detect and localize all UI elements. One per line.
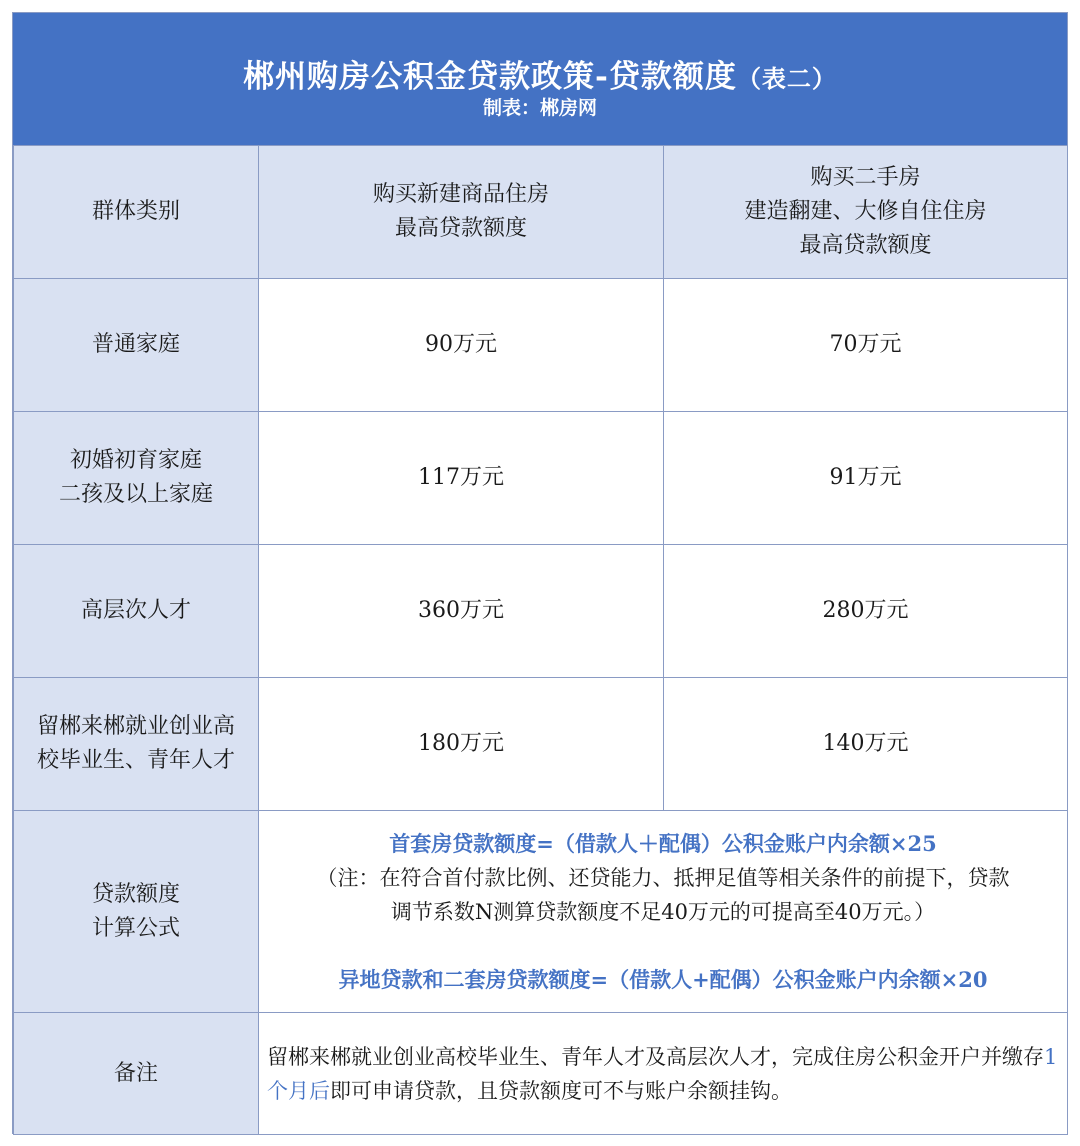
formula-label: 计算公式 <box>91 915 180 941</box>
remark-label: 备注 <box>14 1013 259 1135</box>
second-hand-limit: 70万元 <box>664 279 1068 412</box>
category-cell <box>14 279 259 412</box>
formula-cell <box>259 811 1068 1013</box>
category-cell <box>14 545 259 678</box>
new-home-limit: 180万元 <box>259 678 664 811</box>
header-second-hand-line: 购买二手房 <box>810 165 921 190</box>
table-row <box>14 678 1068 811</box>
category-label: 高层次人才 <box>80 598 191 623</box>
remark-row <box>14 1013 1068 1135</box>
header-new-home-line: 最高贷款额度 <box>394 216 527 241</box>
header-second-hand <box>664 146 1068 279</box>
formula-label-cell <box>14 811 259 1013</box>
category-label: 留郴来郴就业创业高 <box>36 714 235 739</box>
header-group-category: 群体类别 <box>14 146 259 279</box>
new-home-limit: 360万元 <box>259 545 664 678</box>
header-second-hand-line: 建造翻建、大修自住住房 <box>744 199 987 224</box>
category-label: 校毕业生、青年人才 <box>36 748 235 773</box>
formula-label: 贷款额度 <box>91 881 180 907</box>
formula-spacer <box>263 929 1063 963</box>
category-label: 初婚初育家庭 <box>69 448 202 473</box>
other-loan-formula: 异地贷款和二套房贷款额度=（借款人+配偶）公积金账户内余额×20 <box>338 966 988 992</box>
title-suffix: （表二） <box>736 64 837 93</box>
page-title <box>13 51 1067 96</box>
new-home-limit: 90万元 <box>259 279 664 412</box>
category-cell <box>14 678 259 811</box>
second-hand-limit: 140万元 <box>664 678 1068 811</box>
policy-table-container <box>12 12 1068 1134</box>
table-source: 制表：郴房网 <box>482 97 597 119</box>
formula-row <box>14 811 1068 1013</box>
title-banner <box>13 13 1067 145</box>
remark-text <box>259 1013 1068 1135</box>
title-text: 郴州购房公积金贷款政策-贷款额度 <box>243 59 737 95</box>
new-home-limit: 117万元 <box>259 412 664 545</box>
category-label: 二孩及以上家庭 <box>58 482 213 507</box>
loan-limit-table <box>13 145 1068 1135</box>
table-header-row <box>14 146 1068 279</box>
category-label: 普通家庭 <box>91 332 180 357</box>
remark-text-part: 留郴来郴就业创业高校毕业生、青年人才及高层次人才，完成住房公积金开户并缴存 <box>267 1044 1044 1069</box>
formula-note: 调节系数N测算贷款额度不足40万元的可提高至40万元。） <box>390 899 936 924</box>
first-home-formula: 首套房贷款额度=（借款人＋配偶）公积金账户内余额×25 <box>389 830 937 856</box>
remark-text-part: 即可申请贷款，且贷款额度可不与账户余额挂钩。 <box>330 1078 792 1103</box>
formula-note: （注：在符合首付款比例、还贷能力、抵押足值等相关条件的前提下，贷款 <box>316 865 1010 890</box>
header-new-home <box>259 146 664 279</box>
table-row <box>14 412 1068 545</box>
header-second-hand-line: 最高贷款额度 <box>799 233 932 258</box>
second-hand-limit: 91万元 <box>664 412 1068 545</box>
remark-highlight: 1个月后 <box>267 1044 1058 1103</box>
category-cell <box>14 412 259 545</box>
second-hand-limit: 280万元 <box>664 545 1068 678</box>
table-row <box>14 279 1068 412</box>
table-row <box>14 545 1068 678</box>
header-new-home-line: 购买新建商品住房 <box>372 182 549 207</box>
